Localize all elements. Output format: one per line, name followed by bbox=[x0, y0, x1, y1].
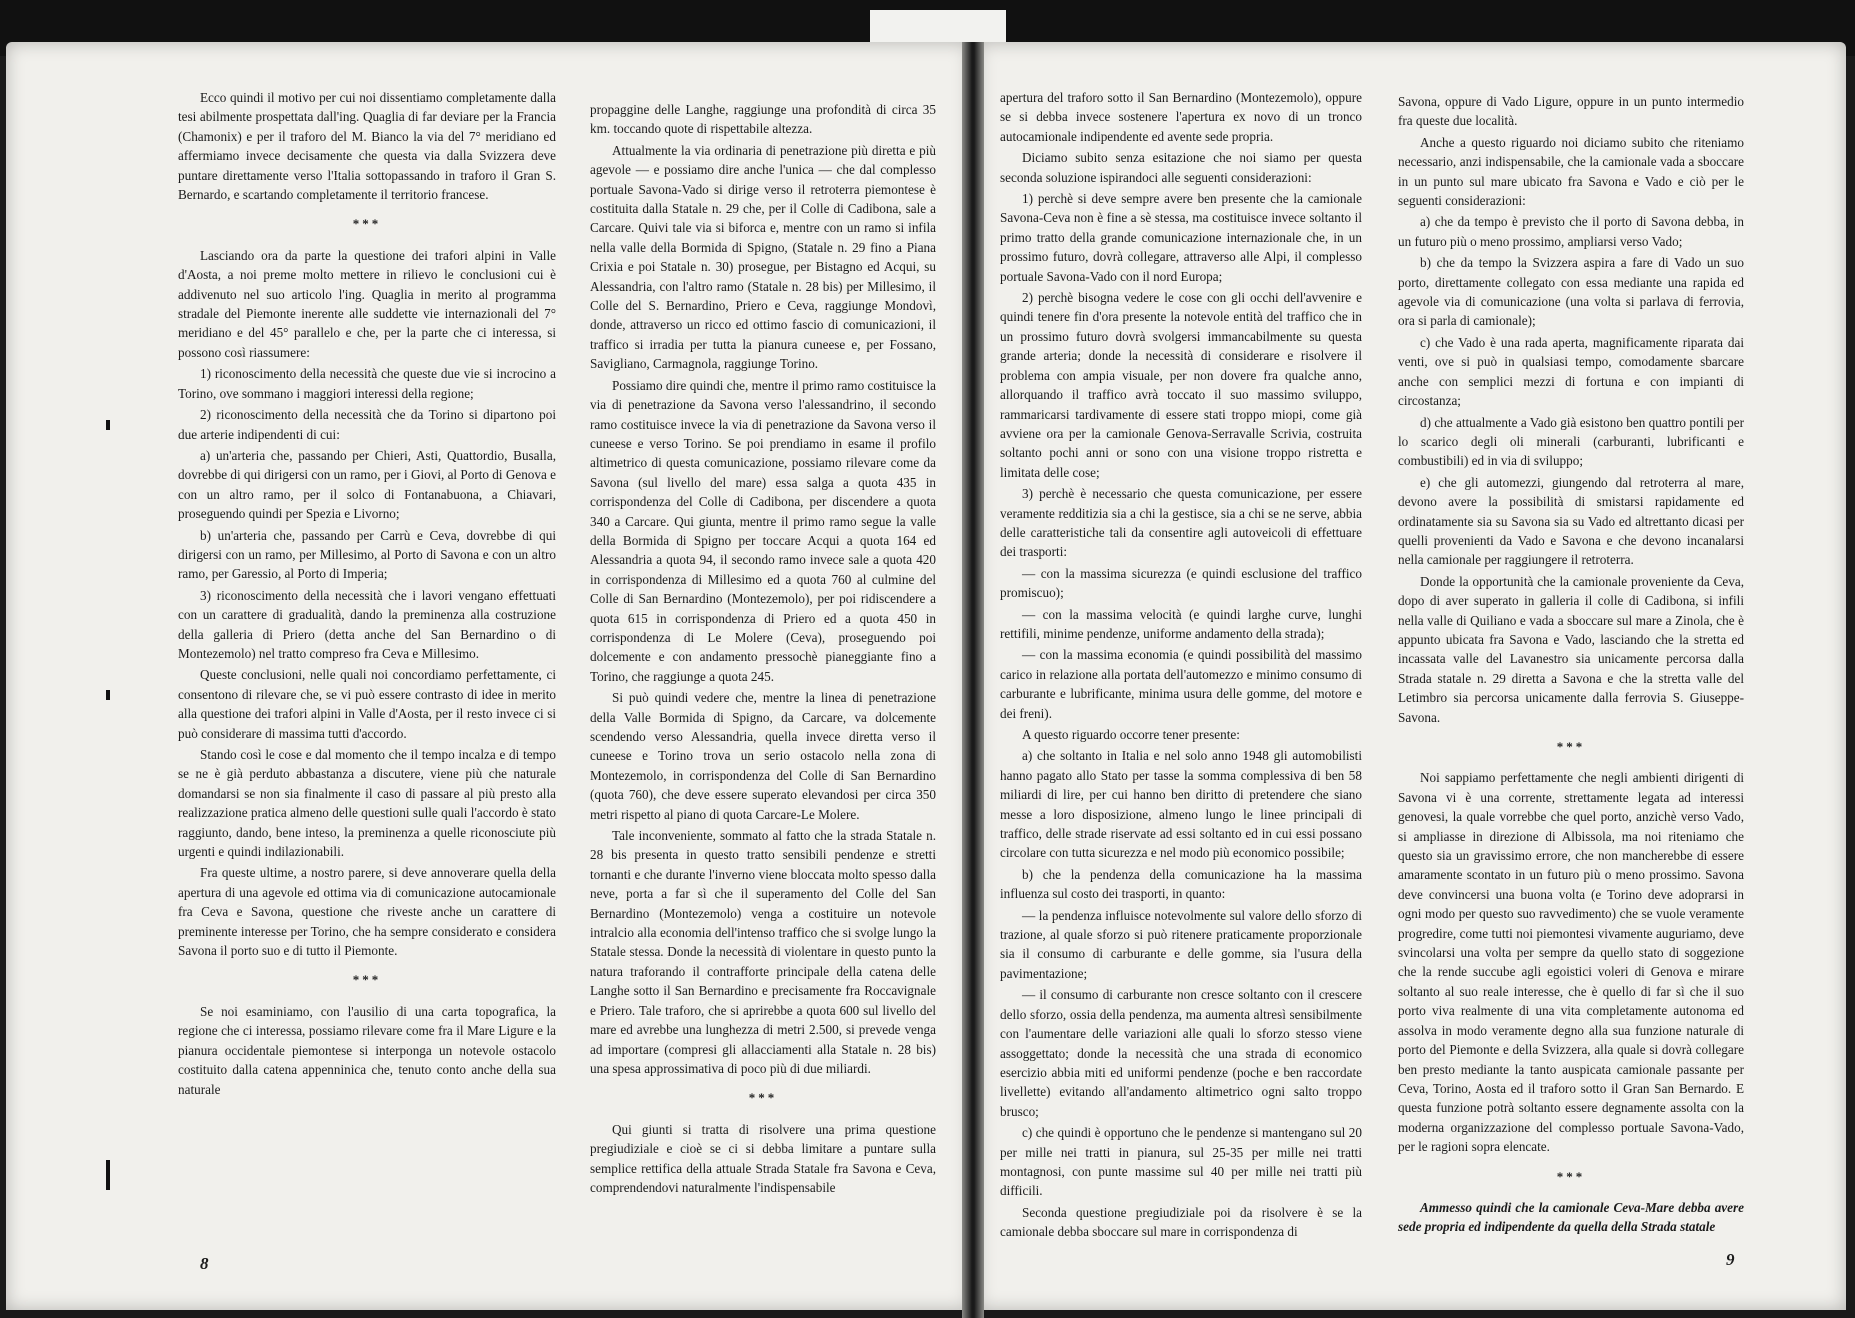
list-item: — il consumo di carburante non cresce soltanto con il crescere dello sforzo, ossia della pendenza, ma aumenta altresì sensibilmente con l'aumentare delle variazioni alle quali lo sforzo stesso viene assoggettato; donde la necessità che una strada di economico esercizio abbia miti ed uniformi pendenze (poche e ben raccordate livellette) evitando all'andamento altimetrico ogni salto troppo brusco; bbox=[1000, 987, 1362, 1119]
section-separator: *** bbox=[1556, 739, 1586, 754]
column-4 bbox=[1398, 92, 1744, 1239]
paragraph: Se noi esaminiamo, con l'ausilio di una carta topografica, la regione che ci interessa, possiamo rilevare come fra il Mare Ligure e la pianura occidentale piemontese si interponga un notevole ostacolo costituito dalla catena appenninica che, tenuto conto anche della sua naturale bbox=[178, 1003, 556, 1097]
list-item: a) che soltanto in Italia e nel solo anno 1948 gli automobilisti hanno pagato allo Stato per tasse la somma complessiva di ben 58 miliardi di lire, per cui hanno ben diritto di pretendere che siano messe a loro disposizione, almeno lungo le linee principali di traffico, delle strade riservate ad essi soltanto ed in cui essi possano circolare con tutta sicurezza e nel modo più economico possibile; bbox=[1000, 748, 1362, 861]
list-item: b) un'arteria che, passando per Carrù e Ceva, dovrebbe di qui dirigersi con un ramo, per Millesimo, al Porto di Savona e con un altro ramo, per Garessio, al Porto di Imperia; bbox=[178, 527, 556, 582]
list-item: a) un'arteria che, passando per Chieri, Asti, Quattordio, Busalla, dovrebbe di qui dirigersi con un ramo, per i Giovi, al Porto di Genova e con un altro ramo, per il solco di Fontanabuona, a Chiavari, proseguendo quindi per Spezia e Livorno; bbox=[178, 447, 556, 522]
list-item: c) che Vado è una rada aperta, magnificamente riparata dai venti, ove si può in qualsiasi tempo, comodamente sbarcare anche con semplici mezzi di fortuna e con impianti di circostanza; bbox=[1398, 334, 1744, 409]
list-item: 1) perchè si deve sempre avere ben presente che la camionale Savona-Ceva non è fine a sè stessa, ma costituisce invece soltanto il primo tratto della grande comunicazione internazionale che, in un prossimo futuro, dovrà collegare, attraverso alle Alpi, il complesso portuale Savona-Vado con il nord Europa; bbox=[1000, 191, 1362, 284]
list-item: e) che gli automezzi, giungendo dal retroterra al mare, devono avere la possibilità di smistarsi rapidamente ed ordinatamente sia su Savona sia su Vado ed altrettanto dicasi per quelli provenienti da Vado e Savona e che devono incanalarsi nella camionale per raggiungere il retroterra. bbox=[1398, 474, 1744, 568]
column-1 bbox=[178, 88, 556, 1101]
margin-mark bbox=[106, 1160, 110, 1190]
section-separator: *** bbox=[748, 1090, 778, 1106]
list-item: — con la massima economia (e quindi possibilità del massimo carico in relazione alla portata dell'automezzo e minimo consumo di carburante e lubrificante, minima usura delle gomme, del motore e dei freni). bbox=[1000, 647, 1362, 721]
list-item: c) che quindi è opportuno che le pendenze si mantengano sul 20 per mille nei tratti in pianura, sul 25-35 per mille nei tratti montagnosi, con punte massime sul 40 per mille nei tratti più difficili. bbox=[1000, 1125, 1362, 1199]
section-separator: *** bbox=[1556, 1168, 1586, 1184]
paragraph: Si può quindi vedere che, mentre la linea di penetrazione della Valle Bormida di Spigno, da Carcare, va dolcemente scendendo verso Alessandria, quella invece diretta verso il cuneese e Torino trova un serio ostacolo nella zona di Montezemolo, in corrispondenza del Colle di San Bernardino (quota 760), che deve essere superato elevandosi per circa 350 metri rispetto al piano di quota Carcare-Le Molere. bbox=[590, 690, 936, 822]
paragraph: Queste conclusioni, nelle quali noi concordiamo perfettamente, ci consentono di rilevare che, se vi può essere contrasto di idee in merito alla questione dei trafori alpini in Valle d'Aosta, per il resto invece ci si può considerare di massima tutti d'accordo. bbox=[178, 667, 556, 741]
paragraph: Ammesso quindi che la camionale Ceva-Mare debba avere sede propria ed indipendente da quella della Strada statale bbox=[1398, 1199, 1744, 1235]
paragraph: Stando così le cose e dal momento che il tempo incalza e di tempo se ne è già perduto abbastanza a discutere, viene più che naturale domandarsi se non sia finalmente il caso di passare al più presto alla realizzazione pratica almeno delle questioni sulle quali l'accordo è stato raggiunto, dando, bene inteso, la preminenza a quelle riconosciute più urgenti e quindi indilazionabili. bbox=[178, 747, 556, 860]
section-separator: *** bbox=[352, 216, 382, 232]
list-item: 2) perchè bisogna vedere le cose con gli occhi dell'avvenire e quindi tenere fin d'ora presente la notevole entità del traffico che in un prossimo futuro dovrà svolgersi immancabilmente su questa grande arteria; donde la necessità di considerare e risolvere il problema con ampia visuale, per non dovere fra qualche anno, allorquando il traffico avrà toccato il suo massimo sviluppo, rammaricarsi tardivamente di essere stati troppo miopi, come già avviene ora per la camionale Genova-Serravalle Scrivia, costruita soltanto pochi anni or sono con una visione troppo ristretta e limitata delle cose; bbox=[1000, 290, 1362, 480]
paragraph: Seconda questione pregiudiziale poi da risolvere è se la camionale debba sboccare sul mare in corrispondenza di bbox=[1000, 1204, 1362, 1240]
paragraph: Qui giunti si tratta di risolvere una prima questione pregiudiziale e cioè se ci si debba limitare a puntare sulla semplice rettifica della attuale Strada Statale fra Savona e Ceva, comprendendovi naturalmente l'indispensabile bbox=[590, 1121, 936, 1195]
list-item: d) che attualmente a Vado già esistono ben quattro pontili per lo scarico degli oli minerali (carburanti, lubrificanti e combustibili) ed in via di sviluppo; bbox=[1398, 414, 1744, 469]
list-item: a) che da tempo è previsto che il porto di Savona debba, in un futuro più o meno prossimo, ampliarsi verso Vado; bbox=[1398, 214, 1744, 249]
margin-mark bbox=[106, 420, 110, 430]
list-item: 3) riconoscimento della necessità che i lavori vengano effettuati con un carattere di gradualità, dando la preminenza alla costruzione della galleria di Priero (detta anche del San Bernardino o di Montezemolo) nel tratto compreso fra Ceva e Millesimo. bbox=[178, 587, 556, 661]
page-number-right: 9 bbox=[1726, 1250, 1735, 1269]
list-item: 2) riconoscimento della necessità che da Torino si dipartono poi due arterie indipendenti di cui: bbox=[178, 407, 556, 442]
list-item: 3) perchè è necessario che questa comunicazione, per essere veramente redditizia sia a chi la gestisce, sia a chi se ne serve, abbia delle caratteristiche tali da consentire agli autoveicoli di effettuare dei trasporti: bbox=[1000, 486, 1362, 560]
section-separator: *** bbox=[352, 972, 382, 988]
paragraph: Ecco quindi il motivo per cui noi dissentiamo completamente dalla tesi abilmente prospettata dall'ing. Quaglia di far deviare per la Francia (Chamonix) e per il traforo del M. Bianco la via del 7° meridiano ed affermiamo invece decisamente che questa via dalla Svizzera deve puntare direttamente verso l'Italia sottopassando in traforo il Gran S. Bernardo, e scartando completamente il territorio francese. bbox=[178, 90, 556, 203]
column-2 bbox=[590, 100, 936, 1199]
paragraph: Savona, oppure di Vado Ligure, oppure in un punto intermedio fra queste due località. bbox=[1398, 94, 1744, 129]
list-item: 1) riconoscimento della necessità che queste due vie si incrocino a Torino, ove sommano i maggiori interessi della regione; bbox=[178, 366, 556, 401]
margin-mark bbox=[106, 690, 110, 700]
paragraph: Possiamo dire quindi che, mentre il primo ramo costituisce la via di penetrazione da Savona verso l'alessandrino, il secondo ramo costituisce invece la via di penetrazione da Savona verso il cuneese e verso Torino. Se poi prendiamo in esame il profilo altimetrico di questa comunicazione, possiamo rilevare come da Savona (sul livello del mare) essa salga a quota 435 in corrispondenza del Colle di Cadibona, per discendere a quota 340 a Carcare. Qui giunta, mentre il primo ramo segue la valle della Bormida di Spigno per toccare Acqui a quota 164 ed Alessandria a quota 94, il secondo ramo invece sale a quota 420 in corrispondenza di Millesimo ed a quota 760 al culmine del Colle di San Bernardino (Montezemolo), per poi ridiscendere a quota 615 in corrispondenza di Priero ed a quota 450 in corrispondenza di Le Molere (Ceva), proseguendo poi dolcemente e con andamento pressochè pianeggiante fino a Torino, che raggiunge a quota 245. bbox=[590, 377, 936, 684]
paragraph: Fra queste ultime, a nostro parere, si deve annoverare quella della apertura di una agevole ed ottima via di comunicazione autocamionale fra Ceva e Savona, questione che riveste anche un carattere di preminente interesse per Torino, che ha sempre considerato e considera Savona il porto suo e di tutto il Piemonte. bbox=[178, 865, 556, 959]
paragraph: A questo riguardo occorre tener presente: bbox=[1022, 727, 1240, 742]
list-item: b) che la pendenza della comunicazione ha la massima influenza sul costo dei trasporti, in quanto: bbox=[1000, 866, 1362, 902]
paragraph: Lasciando ora da parte la questione dei trafori alpini in Valle d'Aosta, a noi preme molto mettere in rilievo le conclusioni cui è addivenuto nel suo articolo l'ing. Quaglia in merito al programma stradale del Piemonte inerente alle suddette vie internazionali del 7° meridiano e del 45° parallelo e che, per la parte che ci interessa, si possono così riassumere: bbox=[178, 247, 556, 360]
list-item: b) che da tempo la Svizzera aspira a fare di Vado un suo porto, direttamente collegato con essa mediante una rapida ed agevole via di comunicazione (una volta si parlava di ferrovia, ora si parla di camionale); bbox=[1398, 255, 1744, 329]
list-item: — la pendenza influisce notevolmente sul valore dello sforzo di trazione, al quale sforzo si può ritenere praticamente proporzionale sia il consumo di carburante e delle gomme, sia l'usura della pavimentazione; bbox=[1000, 907, 1362, 981]
list-item: — con la massima sicurezza (e quindi esclusione del traffico promiscuo); bbox=[1000, 565, 1362, 601]
column-3 bbox=[1000, 88, 1362, 1244]
paragraph: propaggine delle Langhe, raggiunge una profondità di circa 35 km. toccando quote di rispettabile altezza. bbox=[590, 102, 936, 137]
page-number-left: 8 bbox=[200, 1254, 209, 1273]
paragraph: Anche a questo riguardo noi diciamo subito che riteniamo necessario, anzi indispensabile, che la camionale vada a sboccare in un punto sul mare ubicato fra Savona e Vado e ciò per le seguenti considerazioni: bbox=[1398, 134, 1744, 209]
paragraph: Noi sappiamo perfettamente che negli ambienti dirigenti di Savona vi è una corrente, strettamente legata ad interessi genovesi, la quale vorrebbe che quel porto, anzichè verso Vado, si ampliasse in direzione di Albissola, ma noi riteniamo che questo sia un gravissimo errore, che non mancherebbe di essere amaramente scontato in un futuro più o meno prossimo. Savona deve convincersi una buona volta (e Torino deve adoprarsi in ogni modo per questo suo ravvedimento) che se vuole veramente progredire, come tutti noi piemontesi vivamente auguriamo, deve svincolarsi una volta per sempre da quello stato di soggezione che la rende succube agli egoistici voleri di Genova e mirare soltanto al suo reale interesse, che è quello di far sì che il suo porto viva realmente di una vita completamente autonoma ed assolva in modo veramente degno alla sua funzione naturale di porto del Piemonte e della Svizzera, alla quale si dovrà collegare ben presto mediante la tanto auspicata camionale passante per Ceva, Torino, Aosta ed il traforo sotto il Gran San Bernardo. E questa funzione potrà soltanto essere degnamente assolta con la moderna organizzazione del complesso portuale Savona-Vado, per le ragioni sopra elencate. bbox=[1398, 770, 1744, 1155]
paragraph: Attualmente la via ordinaria di penetrazione più diretta e più agevole — e possiamo dire anche l'unica — che dal complesso portuale Savona-Vado si dirige verso il retroterra piemontese è costituita dalla Statale n. 29 che, per il Colle di Cadibona, sale a Carcare. Quivi tale via si biforca e, mentre con un ramo si infila nella valle della Bormida di Spigno, (Statale n. 29 fino a Piana Crixia e poi Statale n. 30) prosegue, per Bistagno ed Acqui, su Alessandria, con l'altro ramo (Statale n. 28 bis) per Millesimo, il Colle del S. Bernardino, Priero e Ceva, raggiunge Mondovì, donde, attraverso un ricco ed ottimo fascio di comunicazioni, il traffico si irradia per tutta la pianura cuneese e, per Fossano, Savigliano, Carmagnola, raggiunge Torino. bbox=[590, 142, 936, 372]
paragraph: Diciamo subito senza esitazione che noi siamo per questa seconda soluzione ispirandoci alle seguenti considerazioni: bbox=[1000, 150, 1362, 185]
list-item: — con la massima velocità (e quindi larghe curve, lunghi rettifili, minime pendenze, uniforme andamento della strada); bbox=[1000, 606, 1362, 641]
paragraph: apertura del traforo sotto il San Bernardino (Montezemolo), oppure se si debba invece sostenere l'apertura ex novo di un tronco autocamionale indipendente ed avente sede propria. bbox=[1000, 90, 1362, 144]
paragraph: Donde la opportunità che la camionale proveniente da Ceva, dopo di aver superato in galleria il colle di Cadibona, si infili nella valle di Quiliano e vada a sboccare sul mare a Zinola, che è appunto ubicata fra Savona e Vado, lasciando che la stretta ed incassata valle del Lavanestro sia unicamente percorsa dalla Strada statale n. 29 diretta a Savona e che la stretta valle del Letimbro sia percorsa unicamente dalla ferrovia S. Giuseppe-Savona. bbox=[1398, 573, 1744, 725]
book-gutter bbox=[962, 42, 984, 1318]
paragraph: Tale inconveniente, sommato al fatto che la strada Statale n. 28 bis presenta in questo tratto sensibili pendenze e stretti tornanti e che durante l'inverno viene bloccata molto spesso dalla neve, porta a far sì che il superamento del Colle del San Bernardino (Montezemolo) venga a costituire un notevole intralcio alla economia dell'intenso traffico che si svolge lungo la Statale stessa. Donde la necessità di violentare in questo punto la natura traforando il contrafforte principale della catena delle Langhe sotto il San Bernardino e precisamente fra Roccavignale e Priero. Tale traforo, che si aprirebbe a quota 600 sul livello del mare ed avrebbe una lunghezza di metri 2.500, si prevede venga ad importare (compresi gli allacciamenti alla Statale n. 28 bis) una spesa approssimativa di poco più di due miliardi. bbox=[590, 828, 936, 1076]
